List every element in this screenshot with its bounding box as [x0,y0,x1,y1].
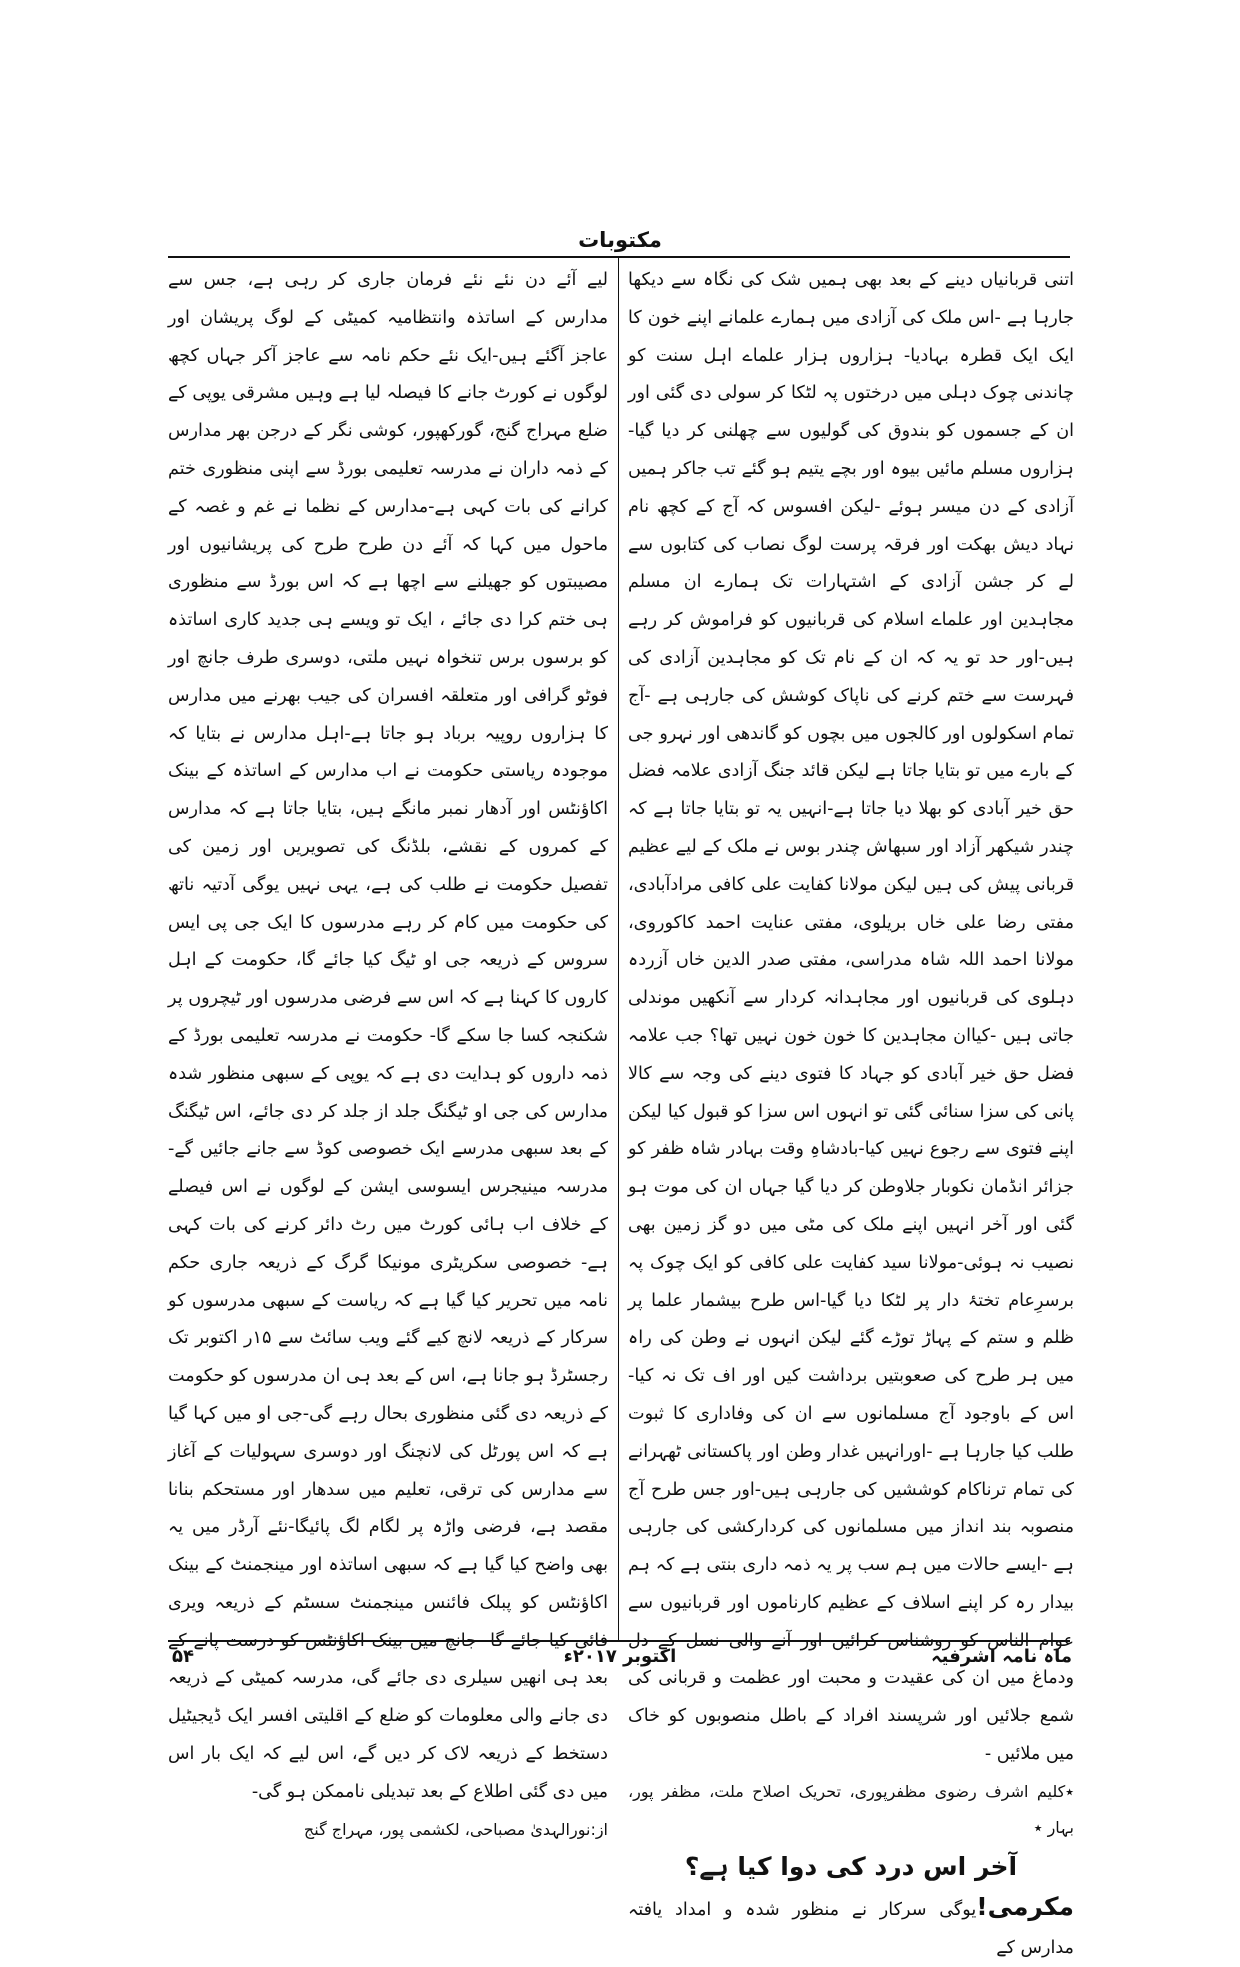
letter-body-2-start [628,1888,1074,1967]
salutation: مکرمی! [976,1891,1074,1921]
letter-body-2-continued: لیے آئے دن نئے نئے فرمان جاری کر رہی ہے، جس سے مدارس کے اساتذہ وانتظامیہ کمیٹی کے لوگ پریشان اور عاجز آگئے ہیں-ایک نئے حکم نامہ سے عاجز آکر جہاں کچھ لوگوں نے کورٹ جانے کا فیصلہ لیا ہے وہیں مشرقی یوپی کے ضلع مہراج گنج، گورکھپور، کوشی نگر کے درجن بھر مدارس کے ذمہ داران نے مدرسہ تعلیمی بورڈ سے اپنی منظوری ختم کرانے کی بات کہی ہے-مدارس کے نظما نے غم و غصہ کے ماحول میں کہا کہ آئے دن طرح طرح کی پریشانیوں اور مصیبتوں کو جھیلنے سے اچھا ہے کہ اس بورڈ سے منظوری ہی ختم کرا دی جائے ، ایک تو ویسے ہی جدید کاری اساتذہ کو برسوں برس تنخواہ نہیں ملتی، دوسری طرف جانچ اور فوٹو گرافی اور متعلقہ افسران کی جیب بھرنے میں مدارس کا ہزاروں روپیہ برباد ہو جاتا ہے-اہل مدارس نے بتایا کہ موجودہ ریاستی حکومت نے اب مدارس کے اساتذہ کے بینک اکاؤنٹس اور آدھار نمبر مانگے ہیں، بتایا جاتا ہے کہ مدارس کے کمروں کے نقشے، بلڈنگ کی تصویریں اور زمین کی تفصیل حکومت نے طلب کی ہے، یہی نہیں یوگی آدتیہ ناتھ کی حکومت میں کام کر رہے مدرسوں کا ایک جی پی ایس سروس کے ذریعہ جی او ٹیگ کیا جائے گا، حکومت کے اہل کاروں کا کہنا ہے کہ اس سے فرضی مدرسوں اور ٹیچروں پر شکنجہ کسا جا سکے گا- حکومت نے مدرسہ تعلیمی بورڈ کے ذمہ داروں کو ہدایت دی ہے کہ یوپی کے سبھی منظور شدہ مدارس کی جی او ٹیگنگ جلد از جلد کر دی جائے، اس ٹیگنگ کے بعد سبھی مدرسے ایک خصوصی کوڈ سے جانے جائیں گے- مدرسہ مینیجرس ایسوسی ایشن کے لوگوں نے اس فیصلے کے خلاف اب ہائی کورٹ میں رٹ دائر کرنے کی بات کہی ہے- خصوصی سکریٹری مونیکا گرگ کے ذریعہ جاری حکم نامہ میں تحریر کیا گیا ہے کہ ریاست کے سبھی مدرسوں کو سرکار کے ذریعہ لانچ کیے گئے ویب سائٹ سے ۱۵ر اکتوبر تک رجسٹرڈ ہو جانا ہے، اس کے بعد ہی ان مدرسوں کو حکومت کے ذریعہ دی گئی منظوری بحال رہے گی-جی او میں کہا گیا ہے کہ اس پورٹل کی لانچنگ اور دوسری سہولیات کے آغاز سے مدارس کی ترقی، تعلیم میں سدھار اور مستحکم بنانا مقصد ہے، فرضی واڑہ پر لگام لگ پائیگا-نئے آرڈر میں یہ بھی واضح کیا گیا ہے کہ سبھی اساتذہ اور مینجمنٹ کے بینک اکاؤنٹس کو پبلک فائنس مینجمنٹ سسٹم کے ذریعہ ویری فائی کیا جائے گا- جانچ میں بینک اکاؤنٹس کو درست پانے کے بعد ہی انھیں سیلری دی جائے گی، مدرسہ کمیٹی کے ذریعہ دی جانے والی معلومات کو ضلع کے اقلیتی افسر ایک ڈیجیٹیل دستخط کے ذریعہ لاک کر دیں گے، اس لیے کہ ایک بار اس میں دی گئی اطلاع کے بعد تبدیلی ناممکن ہو گی- [168,270,609,1802]
page-number: ۵۴ [172,1646,194,1667]
letter-byline-2: از:نورالہدیٰ مصباحی، لکشمی پور، مہراج گنج [303,1819,608,1839]
letter-body-2-opening: یوگی سرکار نے منظور شدہ و امداد یافتہ مدارس کے [628,1899,1074,1958]
footer-rule [168,1640,1070,1642]
letter-body-1: اتنی قربانیاں دینے کے بعد بھی ہمیں شک کی نگاہ سے دیکھا جارہا ہے -اس ملک کی آزادی میں ہمارے علمانے اپنے خون کا ایک ایک قطرہ بہادیا- ہزاروں ہزار علماے اہل سنت کو چاندنی چوک دہلی میں درختوں پہ لٹکا کر سولی دی گئی اور ان کے جسموں کو بندوق کی گولیوں سے چھلنی کر دیا گیا- ہزاروں مسلم مائیں بیوہ اور بچے یتیم ہو گئے تب جاکر ہمیں آزادی کے دن میسر ہوئے -لیکن افسوس کہ آج کے کچھ نام نہاد دیش بھکت اور فرقہ پرست لوگ نصاب کی کتابوں سے لے کر جشن آزادی کے اشتہارات تک ہمارے ان مسلم مجاہدین اور علماے اسلام کی قربانیوں کو فراموش کر رہے ہیں-اور حد تو یہ کہ ان کے نام تک کو مجاہدین آزادی کی فہرست سے ختم کرنے کی ناپاک کوشش کی جارہی ہے -آج تمام اسکولوں اور کالجوں میں بچوں کو گاندھی اور نہرو جی کے بارے میں تو بتایا جاتا ہے لیکن قائد جنگ آزادی علامہ فضل حق خیر آبادی کو بھلا دیا جاتا ہے-انہیں یہ تو بتایا جاتا ہے کہ چندر شیکھر آزاد اور سبھاش چندر بوس نے ملک کے لیے عظیم قربانی پیش کی ہیں لیکن مولانا کفایت علی کافی مرادآبادی، مفتی رضا علی خاں بریلوی، مفتی عنایت احمد کاکوروی، مولانا احمد اللہ شاہ مدراسی، مفتی صدر الدین خاں آزردہ دہلوی کی قربانیوں اور مجاہدانہ کردار سے آنکھیں موندلی جاتی ہیں -کیاان مجاہدین کا خون خون نہیں تھا؟ جب علامہ فضل حق خیر آبادی کو جہاد کا فتوی دینے کی وجہ سے کالا پانی کی سزا سنائی گئی تو انہوں اس سزا کو قبول کیا لیکن اپنے فتوی سے رجوع نہیں کیا-بادشاہِ وقت بہادر شاہ ظفر کو جزائر انڈمان نکوبار جلاوطن کر دیا گیا جہاں ان کی موت ہو گئی اور آخر انہیں اپنے ملک کی مٹی میں دو گز زمین بھی نصیب نہ ہوئی-مولانا سید کفایت علی کافی کو ایک چوک پہ برسرِعام تختۂ دار پر لٹکا دیا گیا-اس طرح بیشمار علما پر ظلم و ستم کے پہاڑ توڑے گئے لیکن انہوں نے وطن کی راہ میں ہر طرح کی صعوبتیں برداشت کیں اور اف تک نہ کیا-اس کے باوجود آج مسلمانوں سے ان کی وفاداری کا ثبوت طلب کیا جارہا ہے -اورانہیں غدار وطن اور پاکستانی ٹھہرانے کی تمام ترناکام کوششیں کی جارہی ہیں-اور جس طرح آج منصوبہ بند انداز میں مسلمانوں کی کردارکشی کی جارہی ہے -ایسے حالات میں ہم سب پر یہ ذمہ داری بنتی ہے کہ ہم بیدار رہ کر اپنے اسلاف کے عظیم کارناموں اور قربانیوں سے عوام الناس کو روشناس کرائیں اور آنے والی نسل کے دل ودماغ میں ان کی عقیدت و محبت اور عظمت و قربانی کی شمع جلائیں اور شرپسند افراد کے باطل منصوبوں کو خاک میں ملائیں - [628,270,1074,1765]
right-column [628,262,1074,1967]
column-divider [618,258,619,1640]
left-column [168,262,608,1848]
letter-title-2: آخر اس درد کی دوا کیا ہے؟ [684,1851,1018,1881]
magazine-name: ماہ نامہ اشرفیہ [931,1646,1072,1667]
letter-byline-1: ٭کلیم اشرف رضوی مظفرپوری، تحریک اصلاح ملت، مظفر پور، بہار ٭ [628,1781,1074,1837]
header-rule [168,256,1070,258]
issue-date: اکتوبر ۲۰۱۷ء [563,1646,677,1667]
section-title: مکتوبات [578,228,662,252]
